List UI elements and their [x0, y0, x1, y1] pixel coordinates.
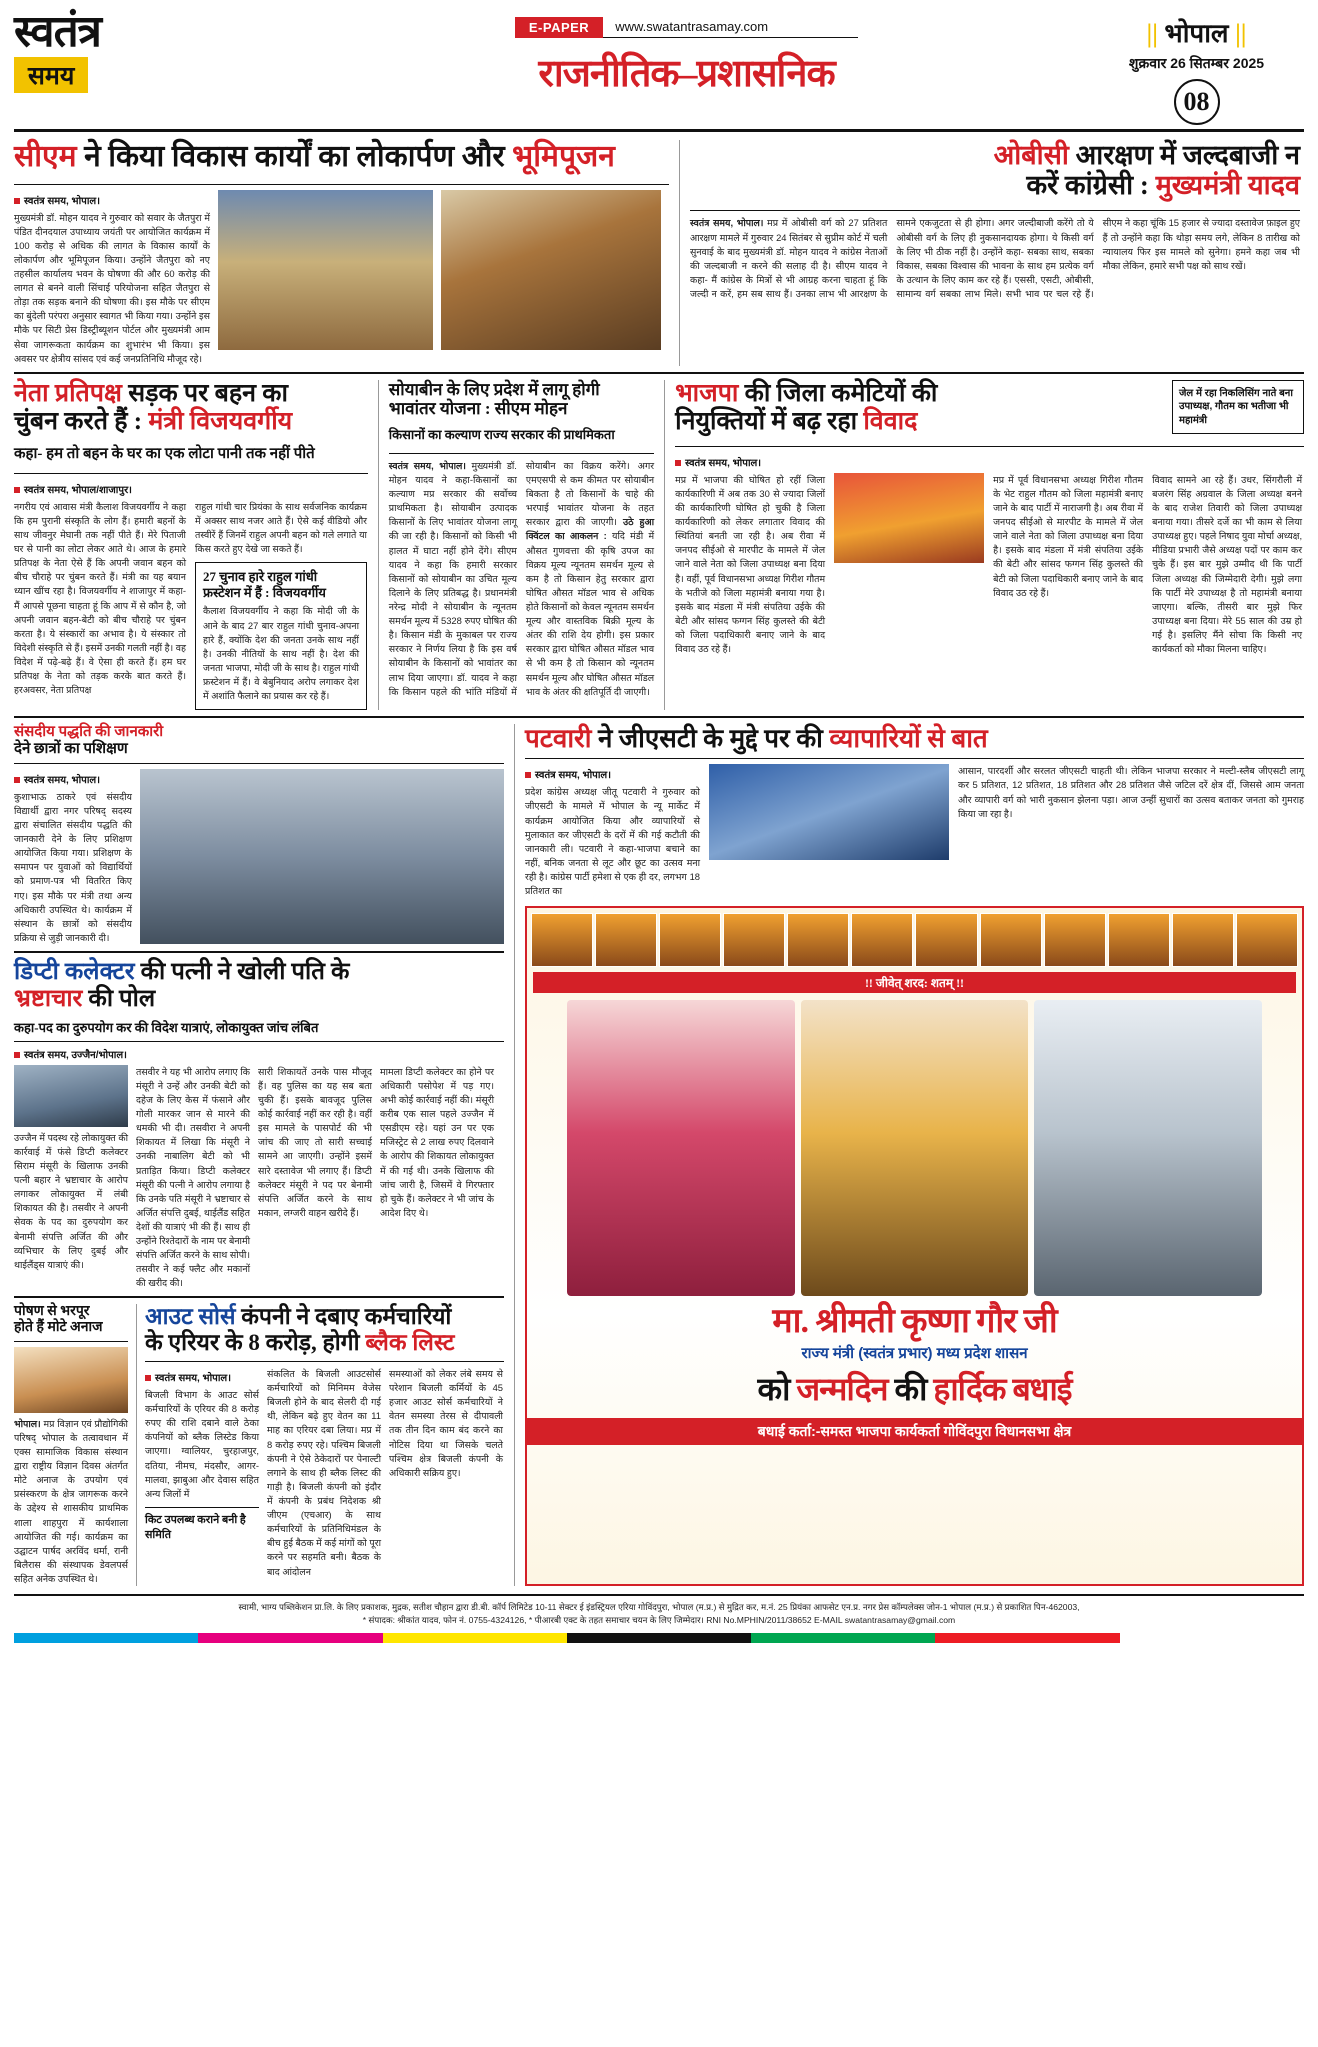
soyabean-body [389, 459, 654, 699]
bjp-photo [834, 473, 984, 563]
bjp-headline-3: नियुक्तियों में बढ़ रहा [675, 407, 858, 435]
cm-vikas-headline-part1: सीएम [14, 140, 77, 173]
registration-color-bar [14, 1633, 1304, 1643]
poshan-byline: भोपाल। [14, 1417, 41, 1429]
cm-vikas-headline-part2: ने किया विकास कार्यों का लोकार्पण और [84, 140, 505, 173]
vv-quote-head-2: फ्रस्टेशन में हैं : विजयवर्गीय [203, 584, 326, 600]
dc-col4: मामला डिप्टी कलेक्टर का होने पर अधिकारी पसोपेश में पड़ गए। अभी कोई कार्रवाई नहीं की। मंसूरी करीब एक साल पहले उज्जैन में एसडीएम रहे। यहां उन पर एक मजिस्ट्रेट से 2 लाख रुपए दिलवाने के आरोप की शिकायत लोकायुक्त में की गई थी। उनके खिलाफ की जांच जारी है, जिसमें वे गिरफ्तार हो चुके हैं। कलेक्टर ने भी जांच के आदेश दिए थे। [380, 1065, 494, 1218]
ad-face [595, 913, 657, 967]
poshan-headline [14, 1304, 128, 1335]
article-patwari [525, 724, 1304, 898]
article-vijayvargiya [14, 380, 368, 710]
vijayvargiya-byline: स्वतंत्र समय, भोपाल/शाजापुर। [14, 482, 368, 496]
vijayvargiya-headline [14, 380, 368, 436]
bar-right-icon: || [1235, 19, 1247, 48]
dc-headline-3: भ्रष्टाचार [14, 985, 83, 1012]
patwari-col1: प्रदेश कांग्रेस अध्यक्ष जीतू पटवारी ने गुरुवार को जीएसटी के मामले में भोपाल के न्यू मार्केट में कार्यक्रम आयोजित किया और व्यापारियों से मुलाकात कर जीएसटी के दरों में की गई कटौती की जानकारी ली। पटवारी ने कहा-भाजपा बचाने का नहीं, बनिक जनता से लूट और छूट का उत्सव मना रही है। कांग्रेस पार्टी हमेशा से एक ही दर, लगभग 18 प्रतिशत का [525, 786, 700, 897]
ad-face [787, 913, 849, 967]
cm-vikas-body: मुख्यमंत्री डॉ. मोहन यादव ने गुरुवार को सवार के जैतपुरा में पंडित दीनदयाल उपाध्याय जयंती पर आयोजित कार्यक्रम में 100 करोड़ से अधिक की लागत के विकास कार्यों के लोकार्पण और भूमिपूजन किया। उन्होंने जैतपुरा को नए तहसील कार्यालय भवन के घोषणा की और 60 करोड़ की लागत से बनने वाली सिंचाई परियोजना सहित जैतपुरा से तोड़ा तक सड़क बनाने की घोषणा की। इस मौके पर सीएम का बुंदेली परंपरा अनुसार स्वागत भी किया गया। उन्होंने इस मौके पर सिटी प्रेस डिस्ट्रीब्यूशन पोर्टल और मुख्यमंत्री आम सेवा जागरूकता कार्यक्रम का शुभारंभ भी किया। इस अवसर पर क्षेत्रीय सांसद एवं कई जनप्रतिनिधि मौजूद रहे। [14, 211, 210, 364]
epaper-badge[interactable]: E-PAPER [515, 17, 603, 38]
footer-line-1: स्वामी, भाग्य पब्लिकेशन प्रा.लि. के लिए प्रकाशक, मुद्रक, सतीश चौहान द्वारा डी.बी. कॉर्प लिमिटेड 10-11 सेक्टर ई इंडस्ट्रियल एरिया गोविंदपुरा, भोपाल (म.प्र.) से मुद्रित कर, म.नं. 25 प्रियंका आफसेट एन.प्र. नगर प्रेस कॉम्पलेक्स जोन-1 भोपाल (म.प्र.) से प्रकाशित पिन-462003, [238, 1602, 1080, 1613]
right-lower-block [525, 724, 1304, 1586]
vv-body-right: राहुल गांधी चार प्रियंका के साथ सर्वजनिक कार्यक्रम में अक्सर साथ नजर आते हैं। ऐसे कई वीडियो और तस्वीरें हैं जिनमें राहुल अपनी बहन को गले लगाते या किस करते हुए देखे जा सकते हैं। [195, 500, 367, 555]
soyabean-text: मुख्यमंत्री डॉ. मोहन यादव ने कहा-किसानों का कल्याण मप्र सरकार की सर्वोच्च प्राथमिकता है। सोयाबीन उत्पादक किसानों के लिए भावांतर योजना लागू की जा रही है। किसानों को किसी भी हालत में घाटा नहीं होने देंगे। सीएम यादव ने कहा कि हमारी सरकार किसानों को सोयाबीन का उचित मूल्य दिलाने के लिए प्रतिबद्ध है। प्रधानमंत्री नरेन्द्र मोदी ने सोयाबीन के न्यूनतम समर्थन मूल्य में 5328 रुपए घोषित की है। किसान मंडी के मुकाबल पर राज्य सरकार ने निर्णय लिया है कि इस वर्ष सोयाबीन के किसानों को भावांतर का लाभ दिया जाएगा। डॉ. यादव ने कहा कि किसान पहले की भांति मंडियों में सोयाबीन का विक्रय करेंगे। अगर एमएसपी से कम कीमत पर सोयाबीन बिकता है तो किसानों के चाहे की भरपाई भावांतर योजना के तहत सरकार द्वारा की जाएगी। [388, 459, 655, 697]
soyabean-byline: स्वतंत्र समय, भोपाल। [388, 459, 466, 471]
vv-headline-part4: मंत्री विजयवर्गीय [148, 407, 293, 435]
soy-headline-2: भावांतर योजना : सीएम मोहन [388, 398, 568, 418]
logo-main-text: स्वतंत्र [14, 7, 101, 56]
ad-face [1108, 913, 1170, 967]
bjp-byline: स्वतंत्र समय, भोपाल। [675, 455, 1304, 469]
ad-portrait-krishna-gaur [567, 1000, 795, 1296]
bjp-col2: मप्र में पूर्व विधानसभा अध्यक्ष गिरीश गौतम के भेट राहुल गौतम को जिला महामंत्री बनाए जाने के बाद पार्टी में नाराजगी है। अब रीवा में जनपद सीईओ से मारपीट के मामले में जेल जाने वाले नेता को जिला उपाध्यक्ष बना दिया है। इसके बाद मंडला में मंत्री संपतिया उईके की बेटी और सांसद फग्गन सिंह कुलस्ते की बेटी को जिला पदाधिकारी बनाए जाने के बाद विवाद उठ रहे हैं। [993, 473, 1144, 598]
bjp-headline [675, 380, 1166, 436]
poshan-photo [14, 1347, 128, 1413]
dc-col2: तसवीर ने यह भी आरोप लगाए कि मंसूरी ने उन्हें और उनकी बेटी को दहेज के लिए केस में फंसाने और गोली मारकर जान से मारने की धमकी भी दी। तसवीरा ने अपनी शिकायत में लिखा कि मंसूरी ने उनकी नाबालिग बेटी को भी प्रताड़ित किया। डिप्टी कलेक्टर मंसूरी की पत्नी ने आरोप लगाया है कि उनके पति मंसूरी ने भ्रष्टाचार से अर्जित संपत्ति दुबई, थाईलैंड सहित देशों की यात्राएं भी की हैं। साथ ही उन्होंने रिश्तेदारों के नाम पर बेनामी संपत्ति अर्जित करने के साथ सोपी। तसवीर ने कई फ्लैट और मकानों की खरीद की। [136, 1065, 250, 1289]
outsource-byline: स्वतंत्र समय, भोपाल। [145, 1370, 259, 1384]
sansadiya-headline [14, 724, 504, 758]
patwari-headline [525, 724, 1304, 753]
patwari-col2: आसान, पारदर्शी और सरलत जीएसटी चाहती थी। लेकिन भाजपा सरकार ने मल्टी-स्लैब जीएसटी लागू कर 5 प्रतिशत, 12 प्रतिशत, 18 प्रतिशत और 28 प्रतिशत जैसे जटिल दरें क्षेत्र दीं, जिससे आम जनता और व्यापारी वर्ग को भारी नुकसान झेलना पड़ा। आज उन्हीं सुधारों का उत्सव बताकर जनता को गुमराह किया जा रहा है। [958, 765, 1304, 819]
page-footer [14, 1594, 1304, 1627]
ad-face [1044, 913, 1106, 967]
obc-headline-part2: आरक्षण में जल्दबाजी न [1075, 140, 1300, 170]
soy-headline-1: सोयाबीन के लिए प्रदेश में लागू होगी [388, 379, 600, 399]
edition-city-label: भोपाल [1164, 19, 1229, 48]
deputy-byline: स्वतंत्र समय, उज्जैन/भोपाल। [14, 1047, 504, 1061]
ad-banner-text: !! जीवेत् शरद: शतम् !! [533, 972, 1296, 993]
ad-face [531, 913, 593, 967]
sansadiya-headline-1: संसदीय पद्धति की जानकारी [14, 724, 164, 741]
soyabean-quote-head: उठे हुआ क्विंटल का आकलन : [525, 516, 655, 542]
soyabean-quote-text: यदि मंडी में औसत गुणवत्ता की कृषि उपज का विक्रय मूल्य न्यूनतम समर्थन मूल्य से कम है तो किसान हेतु सरकार द्वारा घोषित औसत मॉडल भाव से अधिक होते किसानों को केवल न्यूनतम समर्थन मूल्य और वास्तविक बिक्री मूल्य के अंतर की राशि देय होगी। इस प्रकार सरकार द्वारा घोषित औसत मॉडल भाव से भी कम है तो किसान को न्यूनतम समर्थन मूल्य और घोषित औसत मॉडल भाव के अंतर की क्षतिपूर्ति दी जाएगी। [525, 530, 655, 697]
obc-headline [690, 140, 1300, 200]
patwari-headline-1: पटवारी [525, 724, 592, 754]
vv-quote-text: कैलाश विजयवर्गीय ने कहा कि मोदी जी के आने के बाद 27 बार राहुल गांधी चुनाव-अपना हारे हैं, क्योंकि देश की जनता उनके साथ नहीं है। उनकी नीतियों के साथ नहीं है। देश की जनता भाजपा, मोदी जी के साथ है। राहुल गांधी फ्रस्टेशन में हैं। वे बेबुनियाद अरोप लगाकर देश में अशांति फैलाने का प्रयास कर रहे हैं। [203, 605, 359, 702]
cm-vikas-headline [14, 140, 669, 174]
obc-headline-part3: करें कांग्रेसी : [1026, 170, 1149, 201]
dc-headline-4: की पोल [88, 985, 156, 1012]
ad-portrait-pm [1034, 1000, 1262, 1296]
article-poshan [14, 1304, 128, 1586]
patwari-headline-3: व्यापारियों से बात [829, 724, 988, 754]
ad-wish-4: हार्दिक बधाई [933, 1371, 1072, 1408]
os-headline-4: ब्लैक लिस्ट [365, 1330, 455, 1356]
cm-vikas-photo-2 [441, 190, 661, 350]
soyabean-subhead: किसानों का कल्याण राज्य सरकार की प्राथमिकता [388, 426, 615, 442]
ad-face [659, 913, 721, 967]
section-title: राजनीतिक–प्रशासनिक [538, 53, 835, 95]
ad-portraits [527, 996, 1302, 1296]
os-headline-2: कंपनी ने दबाए कर्मचारियों [241, 1304, 452, 1330]
newspaper-logo [14, 7, 284, 93]
vv-headline-part1: नेता प्रतिपक्ष [14, 379, 122, 407]
sansadiya-byline: स्वतंत्र समय, भोपाल। [14, 772, 132, 786]
publication-date: शुक्रवार 26 सितम्बर 2025 [1128, 55, 1265, 71]
ad-wish [527, 1367, 1302, 1410]
bjp-headline-4: विवाद [863, 407, 918, 435]
ad-wish-2: जन्मदिन [796, 1371, 888, 1408]
article-obc [690, 140, 1300, 366]
footer-line-2: * संपादक: श्रीकांत यादव, फोन नं. 0755-4324126, * पीआरबी एक्ट के तहत समाचार चयन के लिए जिम्मेदार। RNI No.MPHIN/2011/38652 E-MAIL swatantrasamay@gmail.com [362, 1615, 956, 1626]
obc-headline-part1: ओबीसी [993, 140, 1069, 170]
epaper-row [284, 16, 1089, 38]
masthead-center [284, 10, 1089, 98]
outsource-headline [145, 1304, 504, 1356]
ad-face [851, 913, 913, 967]
deputy-subhead: कहा-पद का दुरुपयोग कर की विदेश यात्राएं, लोकायुक्त जांच लंबित [14, 1019, 319, 1035]
bjp-headline-2: की जिला कमेटियों की [744, 379, 938, 407]
poshan-body [14, 1417, 128, 1586]
os-col1: बिजली विभाग के आउट सोर्स कर्मचारियों के एरियर की 8 करोड़ रुपए की राशि दबाने वाले ठेका कंपनियों को ब्लैक लिस्टेड किया जाएगा। ग्वालियर, चुरहाजपुर, दतिया, नीमच, मंदसौर, आगर- मालवा, झाबुआ और देवास सहित अन्य जिलों में [145, 1388, 259, 1499]
dc-col1: उज्जैन में पदस्थ रहे लोकायुक्त की कार्रवाई में फंसे डिप्टी कलेक्टर सिराम मंसूरी के खिलाफ उनकी पत्नी बहार ने भ्रष्टाचार के आरोप लगाकर लोकायुक्त में लंबी शिकायत की है। तसवीर ने अपनी सेवक के पद का दुरुपयोग कर बेनामी संपत्ति अर्जित की और व्यभिचार के लिए दुबई और थाईलैंड्स यात्राएं की। [14, 1131, 128, 1270]
article-deputy-collector [14, 959, 504, 1291]
sansadiya-photo [140, 769, 504, 944]
os-headline-3: के एरियर के 8 करोड़, होगी [145, 1330, 360, 1356]
dc-headline-2: की पत्नी ने खोली पति के [140, 958, 350, 985]
ad-from-text: बधाई कर्ता:-समस्त भाजपा कार्यकर्ता गोविंदपुरा विधानसभा क्षेत्र [527, 1418, 1302, 1445]
masthead-right [1089, 10, 1304, 125]
patwari-photo [709, 764, 949, 860]
bjp-col3: विवाद सामने आ रहे हैं। उधर, सिंगरौली में बजरंग सिंह अग्रवाल के जिला अध्यक्ष बनने के बाद राजेश तिवारी को जिला उपाध्यक्ष बनाया गया। तीसरे दर्जे का भी काम से लिया उपाध्यक्ष हुए। पहले निषाद युवा मोर्चा अध्यक्ष, मीडिया प्रभारी जैसे अध्यक्ष पदों पर काम कर चुके हैं। इस बार मुझे उम्मीद थी कि पार्टी जिला अध्यक्ष की जिम्मेदारी देगी। मुझे लगा कि पार्टी मेरे उपाध्यक्ष है तो महामंत्री बनाया जाएगा। बल्कि, तीसरी बार मुझे फिर उपाध्यक्ष बना दिया। मेरे 55 साल की उम्र हो गई है। इसलिए मैंने सोचा कि किसी नए कार्यकर्ता को मौका मिलना चाहिए। [1152, 473, 1303, 655]
ad-face [980, 913, 1042, 967]
ad-wish-3: की [894, 1371, 927, 1408]
bjp-headline-1: भाजपा [675, 379, 739, 407]
article-outsource [145, 1304, 504, 1586]
os-subhead: किट उपलब्ध कराने बनी है समिति [145, 1507, 259, 1542]
dc-col3: सारी शिकायतें उनके पास मौजूद हैं। वह पुलिस का यह सब बता चुकी हैं। इसके बावजूद पुलिस कोई कार्रवाई नहीं कर रही है। वहीं इस मामले के पासपोर्ट की भी जांच की जाए तो सारी सच्चाई सामने आ जाएगी। उन्होंने इसमें सारे दस्तावेज भी लगाए हैं। डिप्टी कलेक्टर मंसूरी ने पद पर बेनामी संपत्ति अर्जित करने के साथ मकान, लग्जरी वाहन खरीदे हैं। [258, 1065, 372, 1218]
ad-honoree-name: मा. श्रीमती कृष्णा गौर जी [772, 1303, 1057, 1341]
article-bjp-jila [675, 380, 1304, 710]
article-soyabean [389, 380, 654, 710]
ad-face [915, 913, 977, 967]
os-col2: संकलित के बिजली आउटसोर्स कर्मचारियों को मिनिमम वेजेस बिजली होने के बाद सेलरी दी गई थी, लेकिन बढ़े हुए वेतन का 11 माह का एरियर दबा लिया। मप्र में 8 करोड़ रुपए रहे। पश्चिम बिजली कंपनी ने ऐसे ठेकेदारों पर पेनाल्टी लगाने के साथ ही ब्लैक लिस्ट की गाड़ी है। बिजली कंपनी को इंदौर में कंपनी के प्रबंध निदेशक श्री जीएम (एचआर) के साथ कर्मचारियों के प्रतिनिधिमंडल के बीच हुई बैठक में कई मांगों को पूरा करने पर सहमति बनी। बैठक के बाद आंदोलन [267, 1367, 381, 1577]
ad-face [723, 913, 785, 967]
obc-byline: स्वतंत्र समय, भोपाल। [690, 217, 764, 229]
deputy-photo [14, 1065, 128, 1127]
epaper-url[interactable]: www.swatantrasamay.com [603, 16, 858, 38]
poshan-headline-2: होते हैं मोटे अनाज [14, 1320, 103, 1336]
article-sansadiya [14, 724, 504, 945]
cm-vikas-photo-1 [218, 190, 433, 350]
logo-sub-text: समय [14, 57, 88, 93]
vv-headline-part3: चुंबन करते हैं : [14, 407, 143, 435]
obc-body-text: मप्र में ओबीसी वर्ग को 27 प्रतिशत आरक्षण मामले में गुरुवार 24 सितंबर से सुप्रीम कोर्ट में चली सुनवाई के बाद मुख्यमंत्री डॉ. मोहन यादव ने कांग्रेस नेताओं की जल्दबाजी न करने की सलाह दी है। सीएम यादव ने कहा- मैं कांग्रेस के मित्रों से भी आग्रह करना चाहता हूं कि जल्दी न करें, हम सब साथ हैं। उनका लाभ भी आरक्षण के सामने एकजुटता से ही होगा। अगर जल्दीबाजी करेंगे तो ये ओबीसी वर्ग के लिए ही नुकसानदायक होगा। ये किसी वर्ग के लिए भी ठीक नहीं है। उन्होंने कहा- सबका साथ, सबका विकास, सबका विश्वास की भावना के साथ हम प्रत्येक वर्ग के उत्थान के लिए काम कर रहे हैं। एससी, एसटी, ओबीसी, सामान्य वर्ग सबका लाभ मिले। सभी भाव पर चल रहे हैं। सीएम ने कहा चूंकि 15 हजार से ज्यादा दस्तावेज फ़ाइल हुए हैं तो उन्होंने कहा कि थोड़ा समय लगे, लेकिन 8 तारीख को न्यायालय फिर इस मामले को सुनेगा। हमने कहा जब भी मौका लेकिन, हमारे सभी पक्ष को साथ रखें। [690, 217, 1300, 300]
deputy-headline [14, 959, 504, 1013]
sansadiya-headline-2: देने छात्रों का पशिक्षण [14, 740, 128, 757]
vv-quote-box [195, 562, 367, 710]
ad-designation: राज्य मंत्री (स्वतंत्र प्रभार) मध्य प्रदेश शासन [801, 1345, 1028, 1363]
poshan-text: मप्र विज्ञान एवं प्रौद्योगिकी परिषद् भोपाल के तत्वावधान में एक्स सामाजिक विकास संस्थान द्वारा राष्ट्रीय विज्ञान दिवस अंतर्गत मोटे अनाज के उपयोग एवं प्रसंस्करण के क्षेत्र जागरूक करने के उद्देश्य से शासकीय प्राथमिक शाला शाहपुरा में कार्यशाला आयोजित की गई। कार्यक्रम का उद्घाटन पार्षद अरविंद धर्मा, रानी बिलैरास की संस्थापक डेवलपर्स सहित अनेक उपस्थित थे। [14, 1417, 128, 1585]
bjp-col1: मप्र में भाजपा की घोषित हो रहीं जिला कार्यकारिणी में अब तक 30 से ज्यादा जिलों की कार्यकारिणी घोषित हो चुकी है जिला कार्यकारिणी को लेकर लगातार विवाद की स्थितियां बनती जा रही है। अब रीवा में जनपद सीईओ से मारपीट के मामले में जेल जाने वाले नेता को जिला उपाध्यक्ष बना दिया है। वहीं, पूर्व विधानसभा अध्यक्ष गिरीश गौतम के भतीजे को जिला महामंत्री बनाया गया है। इसके बाद मंडला में मंत्री संपतिया उईके की बेटी और सांसद फग्गन सिंह कुलस्ते की बेटी को जिला पदाधिकारी बनाए जाने के बाद विवाद उठ रहे हैं। [675, 473, 826, 655]
ad-wish-1: को [757, 1371, 790, 1408]
vv-body-left: नगरीय एवं आवास मंत्री कैलाश विजयवर्गीय ने कहा कि हम पुरानी संस्कृति के लोग हैं। हमारी बहनों के साथ जीवनुर मेघानी तक नहीं पीते हैं। मेरे पिताजी घर से पानी का लोटा लेकर आते थे। आज के हमारे प्रतिपक्ष के नेता ऐसे हैं कि अपनी जवान बहन को बीच चौराहे पर चुंबन करते हैं। मंत्री का यह बयान ध्यान खींच रहा है। विजयवर्गीय ने शाजापुर में कहा-मैं आपसे पूछना चाहता हूं कि आप में से कौन है, जो अपनी जवान बहन-बेटी को बीच चौराहे पर चुंबन करता है। ये संस्कारों का अभाव है। ये संस्कार तो विदेशी संस्कृति से हैं। इसमें उनकी गलती नहीं है। वह विदेश में पढ़े-बढ़े हैं। वे ऐसा ही करते हैं। हम घर प्रतिपक्ष के नेता को तड़क करके बात करते हैं। हरअवसर, नेता प्रतिपक्ष [14, 500, 186, 696]
ad-leader-strip [527, 908, 1302, 969]
article-cm-vikas [14, 140, 669, 366]
patwari-headline-2: ने जीएसटी के मुद्दे पर की [597, 724, 823, 754]
os-headline-1: आउट सोर्स [145, 1304, 236, 1330]
poshan-headline-1: पोषण से भरपूर [14, 1304, 90, 1320]
patwari-byline: स्वतंत्र समय, भोपाल। [525, 767, 700, 781]
left-lower-block [14, 724, 504, 1586]
cm-vikas-byline: स्वतंत्र समय, भोपाल। [14, 193, 210, 207]
obc-body [690, 216, 1300, 301]
dc-headline-1: डिप्टी कलेक्टर [14, 958, 135, 985]
cm-vikas-headline-part3: भूमिपूजन [512, 140, 615, 173]
birthday-advertisement [525, 906, 1304, 1586]
ad-face [1172, 913, 1234, 967]
vv-quote-head-1: 27 चुनाव हारे राहुल गांधी [203, 569, 318, 585]
ad-face [1236, 913, 1298, 967]
soyabean-headline [389, 380, 654, 418]
bjp-side-box: जेल में रहा निकलिसिंग नाते बना उपाध्यक्ष, गौतम का भतीजा भी महामंत्री [1172, 380, 1304, 435]
vijayvargiya-subhead: कहा- हम तो बहन के घर का एक लोटा पानी तक नहीं पीते [14, 445, 315, 462]
sansadiya-body: कुशाभाऊ ठाकरे एवं संसदीय विद्यार्थी द्वारा नगर परिषद् सदस्य द्वारा संचालित संसदीय पद्धति की जानकारी देने के लिए प्रशिक्षण आयोजित किया गया। प्रशिक्षण के समापन पर युवाओं को विद्यार्थियों को प्रमाण-पत्र भी वितरित किए गए। इस मौके पर मंत्री तथा अन्य अधिकारी उपस्थित थे। कार्यक्रम में संस्थान के छात्रों को संसदीय प्रक्रिया से जुड़ी जानकारी दी। [14, 790, 132, 943]
page-number: 08 [1174, 79, 1220, 125]
bar-left-icon: || [1146, 19, 1158, 48]
ad-portrait-cm [801, 1000, 1029, 1296]
obc-headline-part4: मुख्यमंत्री यादव [1155, 170, 1300, 201]
edition-city [1089, 14, 1304, 50]
masthead [14, 7, 1304, 132]
os-col3: समस्याओं को लेकर लंबे समय से परेशान बिजली कर्मियों के 45 हजार आउट सोर्स कर्मचारियों ने वेतन समस्या तेरस से दीपावली तक तीन दिन काम बंद करने का नोटिस दिया था जिसके चलते पश्चिम क्षेत्र बिजली कंपनी के अधिकारी सक्रिय हुए। [389, 1367, 503, 1478]
vv-headline-part2: सड़क पर बहन का [128, 379, 288, 407]
